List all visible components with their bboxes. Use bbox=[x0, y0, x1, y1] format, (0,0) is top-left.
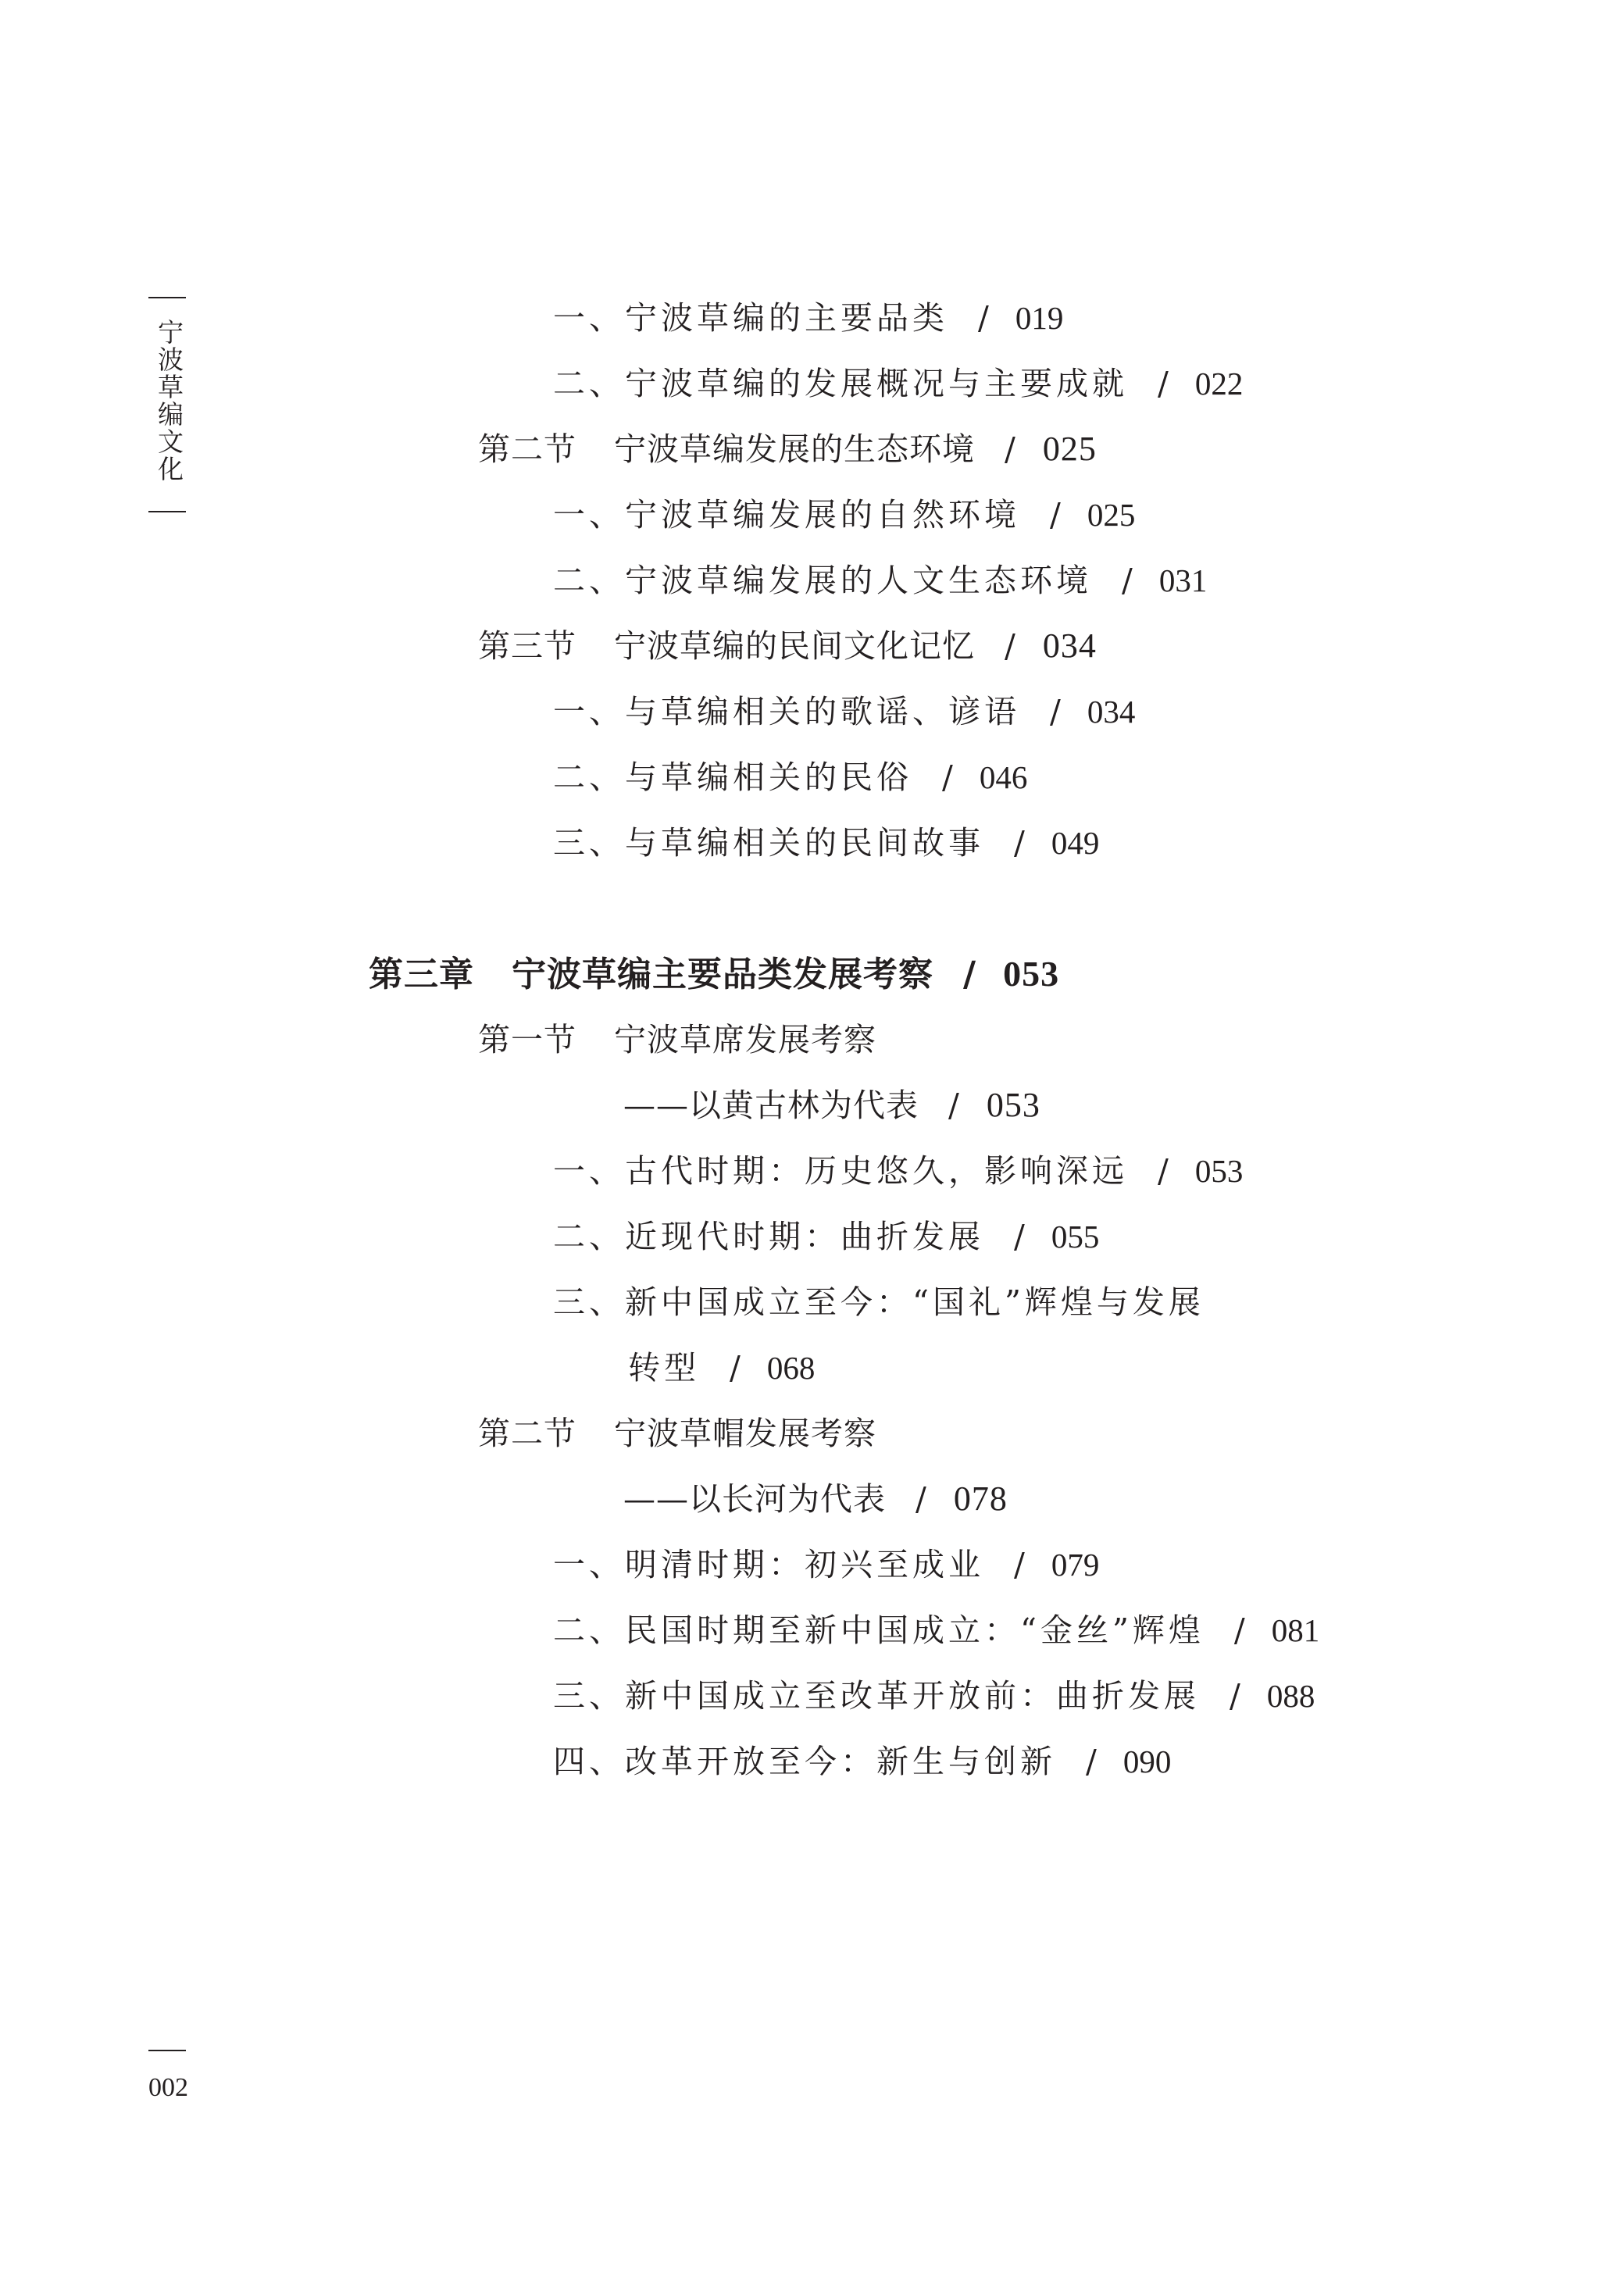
entry-title: 三、与草编相关的民间故事 bbox=[553, 824, 984, 862]
entry-title: 宁波草帽发展考察 bbox=[614, 1415, 876, 1452]
toc-entry[interactable] bbox=[553, 364, 1243, 403]
toc-section-entry[interactable] bbox=[478, 1414, 876, 1453]
page-ref: 053 bbox=[986, 1086, 1040, 1124]
toc-entry[interactable] bbox=[553, 1611, 1319, 1650]
separator: / bbox=[1158, 365, 1169, 402]
book-title: 宁波草编文化 bbox=[154, 319, 184, 483]
entry-title: 二、近现代时期：曲折发展 bbox=[553, 1218, 984, 1255]
entry-title: 二、与草编相关的民俗 bbox=[553, 758, 912, 796]
entry-title: 一、宁波草编的主要品类 bbox=[553, 299, 948, 337]
page-ref: 019 bbox=[1015, 300, 1064, 336]
separator: / bbox=[1158, 1152, 1169, 1190]
toc-entry[interactable] bbox=[553, 298, 1063, 337]
entry-title: 宁波草编主要品类发展考察 bbox=[512, 955, 933, 994]
section-label: 第二节 bbox=[478, 1415, 576, 1452]
entry-title: 三、新中国成立至今：“国礼”辉煌与发展 bbox=[553, 1283, 1205, 1321]
page-ref: 022 bbox=[1194, 366, 1244, 402]
page-ref: 088 bbox=[1266, 1678, 1315, 1714]
toc-entry[interactable] bbox=[553, 823, 1099, 862]
section-label: 第一节 bbox=[478, 1021, 576, 1058]
entry-title: 二、宁波草编发展的人文生态环境 bbox=[553, 562, 1092, 599]
toc-entry-continuation[interactable] bbox=[623, 1086, 1040, 1125]
separator: / bbox=[978, 299, 989, 337]
toc-entry-continuation[interactable] bbox=[628, 1348, 815, 1387]
page-ref: 034 bbox=[1042, 626, 1097, 665]
page-ref: 090 bbox=[1123, 1744, 1172, 1779]
toc-entry[interactable] bbox=[553, 1283, 1205, 1322]
page-ref: 025 bbox=[1087, 497, 1136, 533]
chapter-label: 第三章 bbox=[369, 955, 474, 994]
separator: / bbox=[1230, 1677, 1240, 1715]
separator: / bbox=[1014, 1218, 1025, 1255]
page-ref: 049 bbox=[1051, 825, 1100, 861]
toc-entry[interactable] bbox=[553, 561, 1207, 600]
page-ref: 081 bbox=[1271, 1612, 1320, 1648]
entry-title: 宁波草席发展考察 bbox=[614, 1021, 876, 1058]
toc-entry[interactable] bbox=[553, 1217, 1099, 1256]
page-ref: 055 bbox=[1051, 1219, 1100, 1255]
separator: / bbox=[1050, 693, 1061, 730]
entry-title: 转型 bbox=[628, 1349, 700, 1387]
entry-title: 一、明清时期：初兴至成业 bbox=[553, 1546, 984, 1583]
entry-subtitle: ——以黄古林为代表 bbox=[623, 1087, 919, 1124]
separator: / bbox=[1122, 562, 1133, 599]
toc-entry[interactable] bbox=[553, 758, 1027, 797]
entry-subtitle: ——以长河为代表 bbox=[623, 1480, 886, 1518]
separator: / bbox=[916, 1480, 927, 1518]
toc-entry[interactable] bbox=[553, 1151, 1243, 1190]
page-ref: 046 bbox=[979, 759, 1028, 795]
separator: / bbox=[1014, 824, 1025, 862]
entry-title: 二、民国时期至新中国成立：“金丝”辉煌 bbox=[553, 1611, 1205, 1649]
entry-title: 一、与草编相关的歌谣、谚语 bbox=[553, 693, 1020, 730]
page-ref: 034 bbox=[1087, 694, 1136, 730]
separator: / bbox=[1086, 1743, 1097, 1780]
toc-entry[interactable] bbox=[553, 692, 1135, 731]
entry-title: 二、宁波草编的发展概况与主要成就 bbox=[553, 365, 1128, 402]
section-label: 第二节 bbox=[478, 430, 576, 468]
separator: / bbox=[1005, 430, 1016, 468]
separator: / bbox=[948, 1087, 960, 1124]
toc-chapter-entry[interactable] bbox=[369, 955, 1059, 994]
entry-title: 宁波草编发展的生态环境 bbox=[614, 430, 975, 468]
page-ref: 025 bbox=[1042, 430, 1097, 468]
page-number: 002 bbox=[148, 2073, 188, 2102]
page-ref: 053 bbox=[1194, 1153, 1244, 1189]
entry-title: 宁波草编的民间文化记忆 bbox=[614, 627, 975, 665]
entry-title: 四、改革开放至今：新生与创新 bbox=[553, 1743, 1056, 1780]
separator: / bbox=[1005, 627, 1016, 665]
toc-section-entry[interactable] bbox=[478, 1020, 876, 1059]
separator: / bbox=[1233, 1611, 1245, 1649]
separator: / bbox=[1050, 496, 1061, 534]
separator: / bbox=[730, 1349, 741, 1387]
entry-title: 一、古代时期：历史悠久，影响深远 bbox=[553, 1152, 1128, 1190]
entry-title: 三、新中国成立至改革开放前：曲折发展 bbox=[553, 1677, 1200, 1715]
section-label: 第三节 bbox=[478, 627, 576, 665]
separator: / bbox=[1014, 1546, 1025, 1583]
toc-entry[interactable] bbox=[553, 1742, 1171, 1781]
page-ref: 079 bbox=[1051, 1547, 1100, 1583]
toc-entry[interactable] bbox=[553, 1676, 1315, 1715]
toc-entry[interactable] bbox=[553, 1545, 1099, 1584]
page-ref: 053 bbox=[1003, 954, 1060, 994]
toc-entry[interactable] bbox=[553, 495, 1135, 534]
separator: / bbox=[942, 758, 953, 796]
entry-title: 一、宁波草编发展的自然环境 bbox=[553, 496, 1020, 534]
page-ref: 031 bbox=[1158, 562, 1208, 598]
toc-entry-continuation[interactable] bbox=[623, 1479, 1008, 1519]
toc-section-entry[interactable] bbox=[478, 626, 1097, 666]
page-ref: 078 bbox=[953, 1479, 1008, 1518]
page-ref: 068 bbox=[766, 1350, 816, 1386]
toc-section-entry[interactable] bbox=[478, 430, 1097, 469]
separator: / bbox=[963, 955, 977, 994]
